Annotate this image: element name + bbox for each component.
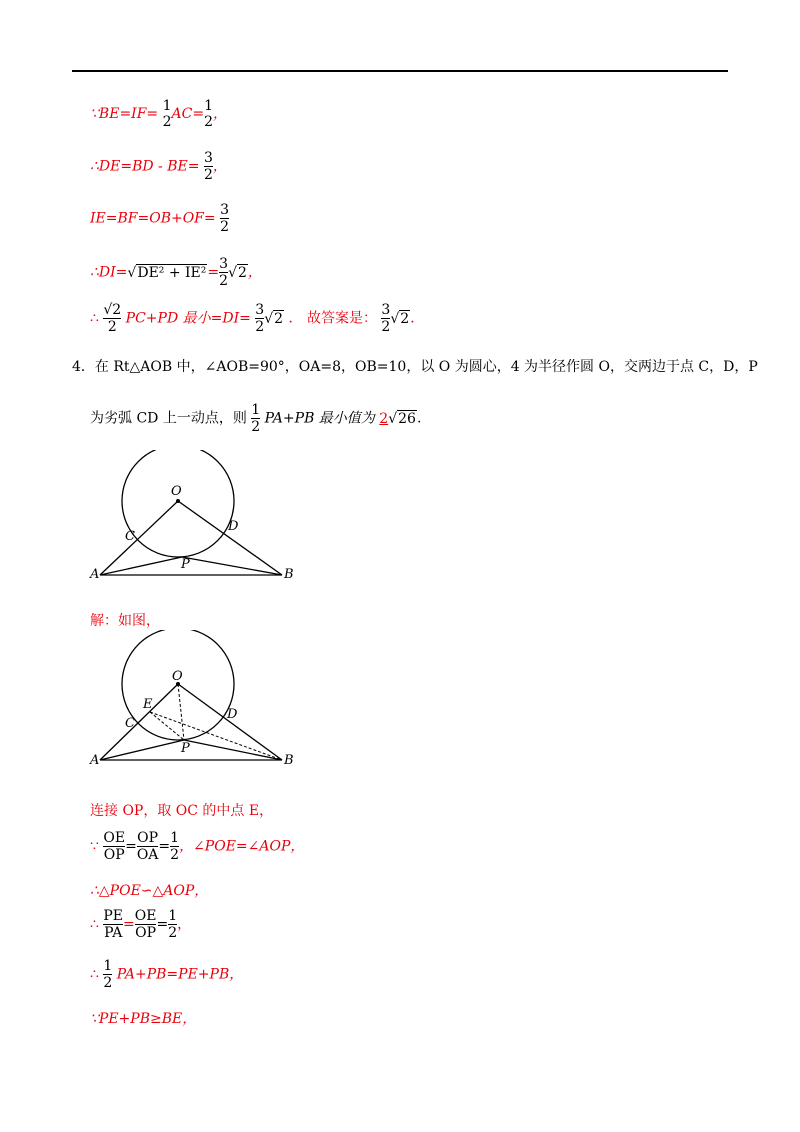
header-rule (72, 70, 728, 72)
step-2: ∵ $\frac{OE}{OP}$ = $\frac{OP}{OA}$ = $\frac{1}{2}$ ，∠POE=∠AOP， (90, 830, 305, 863)
eq-line-5: ∴ $\frac{√2}{2}$ PC+PD 最小=DI= $\frac{3}{2}$ √2 ． 故答案是： $\frac{3}{2}$ √2． (90, 302, 425, 335)
label-c: C (125, 716, 135, 731)
label-o: O (172, 669, 183, 684)
center-dot (176, 499, 180, 503)
label-d: D (228, 519, 239, 534)
label-a: A (90, 567, 100, 582)
question-4: 4．在 Rt△AOB 中，∠AOB=90°，OA=8，OB=10，以 O 为圆心，4 为半径作圆 O，交两边于点 C，D，P (72, 359, 758, 375)
step-6: ∵PE+PB≥BE， (90, 1011, 197, 1027)
figure-2 (85, 630, 305, 770)
segment-pb (182, 557, 282, 575)
answer-blank: 2√26 (379, 410, 416, 427)
segment-ao (100, 684, 178, 760)
solution-label: 解：如图， (90, 613, 160, 629)
eq-line-1: ∵BE=IF= 1 2 AC= 1 2 ， (90, 98, 228, 130)
eq-line-2: ∴DE=BD - BE= $\frac{3}{2}$ ， (90, 150, 227, 183)
label-b: B (284, 567, 294, 582)
step-3: ∴△POE∽△AOP， (90, 883, 209, 899)
segment-ap (100, 740, 184, 760)
eq-line-3: IE=BF=OB+OF= $\frac{3}{2}$ (90, 202, 230, 235)
segment-ob (178, 684, 282, 760)
question-4-cont: 为劣弧 CD 上一动点，则 $\frac{1}{2}$ PA+PB 最小值为 2√26. (90, 402, 422, 435)
label-p: P (181, 557, 190, 572)
eq-line-4: ∴DI=√DE² + IE²= $\frac{3}{2}$ √2， (90, 256, 262, 289)
figure-1 (85, 450, 305, 585)
step-4: ∴ $\frac{PE}{PA}$ = $\frac{OE}{OP}$ = $\frac{1}{2}$ ， (90, 908, 192, 941)
segment-op (178, 684, 184, 740)
label-b: B (284, 753, 294, 768)
segment-ap (100, 557, 182, 575)
label-d: D (227, 707, 238, 722)
label-e: E (143, 697, 153, 712)
label-o: O (171, 484, 182, 499)
segment-eb (150, 712, 282, 760)
label-p: P (181, 741, 190, 756)
segment-ao (100, 501, 178, 575)
label-a: A (90, 753, 100, 768)
step-1: 连接 OP，取 OC 的中点 E， (90, 803, 274, 819)
segment-ob (178, 501, 282, 575)
label-c: C (125, 529, 135, 544)
circle-o (122, 450, 234, 557)
step-5: ∴ $\frac{1}{2}$ PA+PB=PE+PB， (90, 958, 244, 991)
